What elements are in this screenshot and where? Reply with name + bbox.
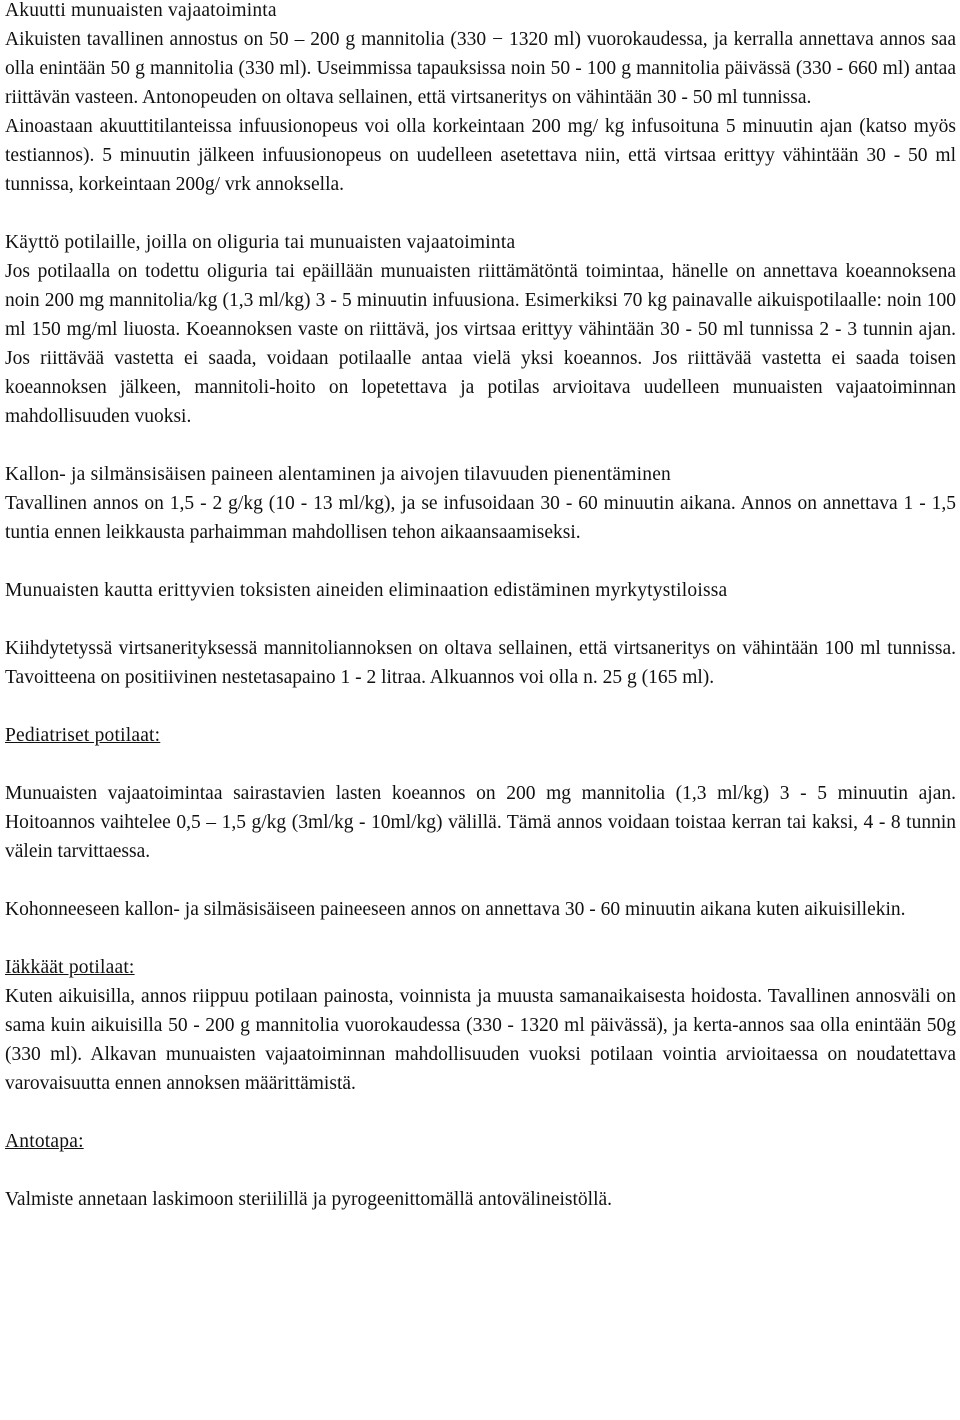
section-heading: Kallon- ja silmänsisäisen paineen alentaminen ja aivojen tilavuuden pienentäminen (5, 464, 671, 485)
section-acute-renal-failure (5, 0, 956, 199)
section-elderly (5, 953, 956, 1098)
section-heading: Pediatriset potilaat: (5, 725, 161, 746)
section-toxin-elimination (5, 576, 956, 692)
spacer (5, 199, 956, 228)
paragraph: Valmiste annetaan laskimoon steriilillä ja pyrogeenittomällä antovälineistöllä. (5, 1189, 613, 1210)
spacer (5, 924, 956, 953)
section-intracranial-pressure (5, 460, 956, 547)
paragraph: Tavallinen annos on 1,5 - 2 g/kg (10 - 13 ml/kg), ja se infusoidaan 30 - 60 minuutin aikana. Annos on annettava 1 - 1,5 tuntia ennen leikkausta parhaimman mahdollisen tehon aikaansaamiseksi. (5, 493, 956, 543)
spacer (5, 750, 956, 779)
section-oliguria (5, 228, 956, 431)
paragraph: Kohonneeseen kallon- ja silmäsisäiseen paineeseen annos on annettava 30 - 60 minuutin aikana kuten aikuisillekin. (5, 899, 906, 920)
section-heading: Antotapa: (5, 1131, 84, 1152)
spacer (5, 547, 956, 576)
spacer (5, 1156, 956, 1185)
paragraph: Jos potilaalla on todettu oliguria tai epäillään munuaisten riittämätöntä toimintaa, hänelle on annettava koeannoksena noin 200 mg mannitolia/kg (1,3 ml/kg) 3 - 5 minuutin infuusiona. Esimerkiksi 70 kg painavalle aikuispotilaalle: noin 100 ml 150 mg/ml liuosta. Koeannoksen vaste on riittävä, jos virtsaa erittyy vähintään 30 - 50 ml tunnissa 2 - 3 tunnin ajan. Jos riittävää vastetta ei saada, voidaan potilaalle antaa vielä yksi koeannos. Jos riittävää vastetta ei saada toisen koeannoksen jälkeen, mannitoli-hoito on lopetettava ja potilas arvioitava uudelleen munuaisten vajaatoiminnan mahdollisuuden vuoksi. (5, 261, 956, 427)
section-pediatric (5, 721, 956, 924)
spacer (5, 692, 956, 721)
spacer (5, 605, 956, 634)
paragraph: Munuaisten vajaatoimintaa sairastavien lasten koeannos on 200 mg mannitolia (1,3 ml/kg) 3 - 5 minuutin ajan. Hoitoannos vaihtelee 0,5 – 1,5 g/kg (3ml/kg - 10ml/kg) välillä. Tämä annos voidaan toistaa kerran tai kaksi, 4 - 8 tunnin välein tarvittaessa. (5, 783, 956, 862)
section-heading: Munuaisten kautta erittyvien toksisten aineiden eliminaation edistäminen myrkytystiloissa (5, 580, 728, 601)
paragraph: Kiihdytetyssä virtsanerityksessä mannitoliannoksen on oltava sellainen, että virtsaneritys on vähintään 100 ml tunnissa. Tavoitteena on positiivinen nestetasapaino 1 - 2 litraa. Alkuannos voi olla n. 25 g (165 ml). (5, 638, 956, 688)
spacer (5, 1098, 956, 1127)
section-administration (5, 1127, 956, 1214)
section-heading: Akuutti munuaisten vajaatoiminta (5, 0, 277, 21)
spacer (5, 866, 956, 895)
paragraph: Aikuisten tavallinen annostus on 50 – 200 g mannitolia (330 − 1320 ml) vuorokaudessa, ja kerralla annettava annos saa olla enintään 50 g mannitolia (330 ml). Useimmissa tapauksissa noin 50 - 100 g mannitolia päivässä (330 - 660 ml) antaa riittävän vasteen. Antonopeuden on oltava sellainen, että virtsaneritys on vähintään 30 - 50 ml tunnissa. (5, 29, 956, 108)
section-heading: Käyttö potilaille, joilla on oliguria tai munuaisten vajaatoiminta (5, 232, 516, 253)
paragraph: Ainoastaan akuuttitilanteissa infuusionopeus voi olla korkeintaan 200 mg/ kg infusoituna 5 minuutin ajan (katso myös testiannos). 5 minuutin jälkeen infuusionopeus on uudelleen asetettava niin, että virtsaa erittyy vähintään 30 - 50 ml tunnissa, korkeintaan 200g/ vrk annoksella. (5, 116, 956, 195)
spacer (5, 431, 956, 460)
paragraph: Kuten aikuisilla, annos riippuu potilaan painosta, voinnista ja muusta samanaikaisesta hoidosta. Tavallinen annosväli on sama kuin aikuisilla 50 - 200 g mannitolia vuorokaudessa (330 - 1320 ml päivässä), ja kerta-annos saa olla enintään 50g (330 ml). Alkavan munuaisten vajaatoiminnan mahdollisuuden vuoksi potilaan vointia arvioitaessa on noudatettava varovaisuutta ennen annoksen määrittämistä. (5, 986, 956, 1094)
section-heading: Iäkkäät potilaat: (5, 957, 135, 978)
